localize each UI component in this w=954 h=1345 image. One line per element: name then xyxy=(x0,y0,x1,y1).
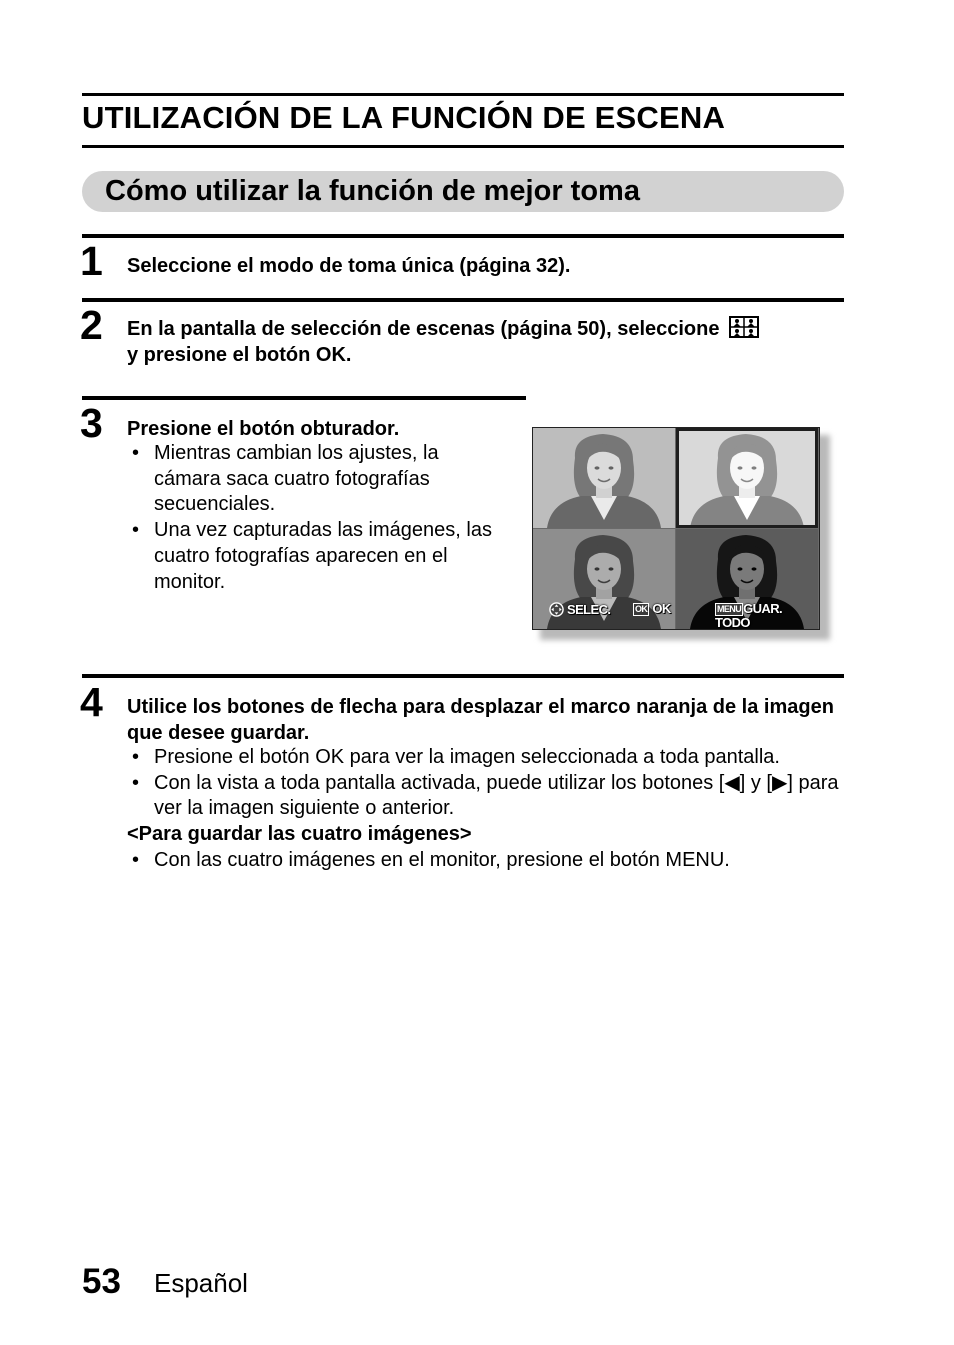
portrait-shape xyxy=(609,567,614,570)
photo-tile-1 xyxy=(533,428,675,528)
step-1-rule xyxy=(82,234,844,238)
step-4-number: 4 xyxy=(80,679,102,725)
list-item: • Presione el botón OK para ver la imagen seleccionada a toda pantalla. xyxy=(132,746,780,768)
step-3-number: 3 xyxy=(80,400,102,446)
dpad-icon xyxy=(549,602,567,617)
ok-button-icon: OK xyxy=(635,604,648,614)
list-item: • Con la vista a toda pantalla activada, puede utilizar los botones [◀] y [▶] para ver la imagen siguiente o anterior. xyxy=(132,771,839,820)
step-1-number: 1 xyxy=(80,238,102,284)
portrait-photo xyxy=(533,428,675,528)
portrait-shape xyxy=(752,567,757,570)
portrait-shape xyxy=(738,466,743,469)
page-number: 53 xyxy=(82,1262,121,1301)
step-2-number: 2 xyxy=(80,302,102,348)
step-2-rule xyxy=(82,298,844,302)
step-4-rule xyxy=(82,674,844,678)
step-2-heading-part2: y presione el botón OK. xyxy=(127,344,352,366)
portrait-shape xyxy=(609,466,614,469)
portrait-shape xyxy=(595,567,600,570)
step-3-rule xyxy=(82,396,526,400)
list-item: • Una vez capturadas las imágenes, las cuatro fotografías aparecen en el monitor. xyxy=(132,519,492,593)
osd-select-label: SELEC. xyxy=(549,602,610,617)
step-1-heading: Seleccione el modo de toma única (página 32). xyxy=(127,255,571,277)
list-item: • Mientras cambian los ajustes, la cámara saca cuatro fotografías secuenciales. xyxy=(132,442,439,516)
osd-save-all-label: MENU GUAR. TODO xyxy=(715,601,782,630)
best-shot-scene-icon xyxy=(729,316,759,338)
list-item: • Con las cuatro imágenes en el monitor, presione el botón MENU. xyxy=(132,848,730,871)
step-3-heading: Presione el botón obturador. xyxy=(127,418,400,440)
portrait-shape xyxy=(752,466,757,469)
camera-monitor-screen xyxy=(532,427,820,630)
step-4-heading: Utilice los botones de flecha para desplazar el marco naranja de la imagen que desee guardar. xyxy=(127,696,834,744)
save-all-subheading: <Para guardar las cuatro imágenes> xyxy=(127,823,472,846)
step-2-heading-part1: En la pantalla de selección de escenas (página 50), seleccione xyxy=(127,318,720,340)
step-3-bullets xyxy=(127,441,507,595)
chapter-bottom-rule xyxy=(82,145,844,148)
osd-ok-label: OK OK xyxy=(635,601,671,616)
portrait-photo xyxy=(676,428,818,528)
page-language: Español xyxy=(154,1268,248,1298)
step-2-heading xyxy=(127,316,842,368)
photo-tile-2-selected xyxy=(676,428,818,528)
portrait-shape xyxy=(738,567,743,570)
chapter-top-rule xyxy=(82,93,844,96)
section-title: Cómo utilizar la función de mejor toma xyxy=(105,175,640,207)
chapter-title: UTILIZACIÓN DE LA FUNCIÓN DE ESCENA xyxy=(82,100,726,135)
step-4-bullets xyxy=(127,745,842,874)
menu-button-icon: MENU xyxy=(717,604,742,614)
portrait-shape xyxy=(595,466,600,469)
